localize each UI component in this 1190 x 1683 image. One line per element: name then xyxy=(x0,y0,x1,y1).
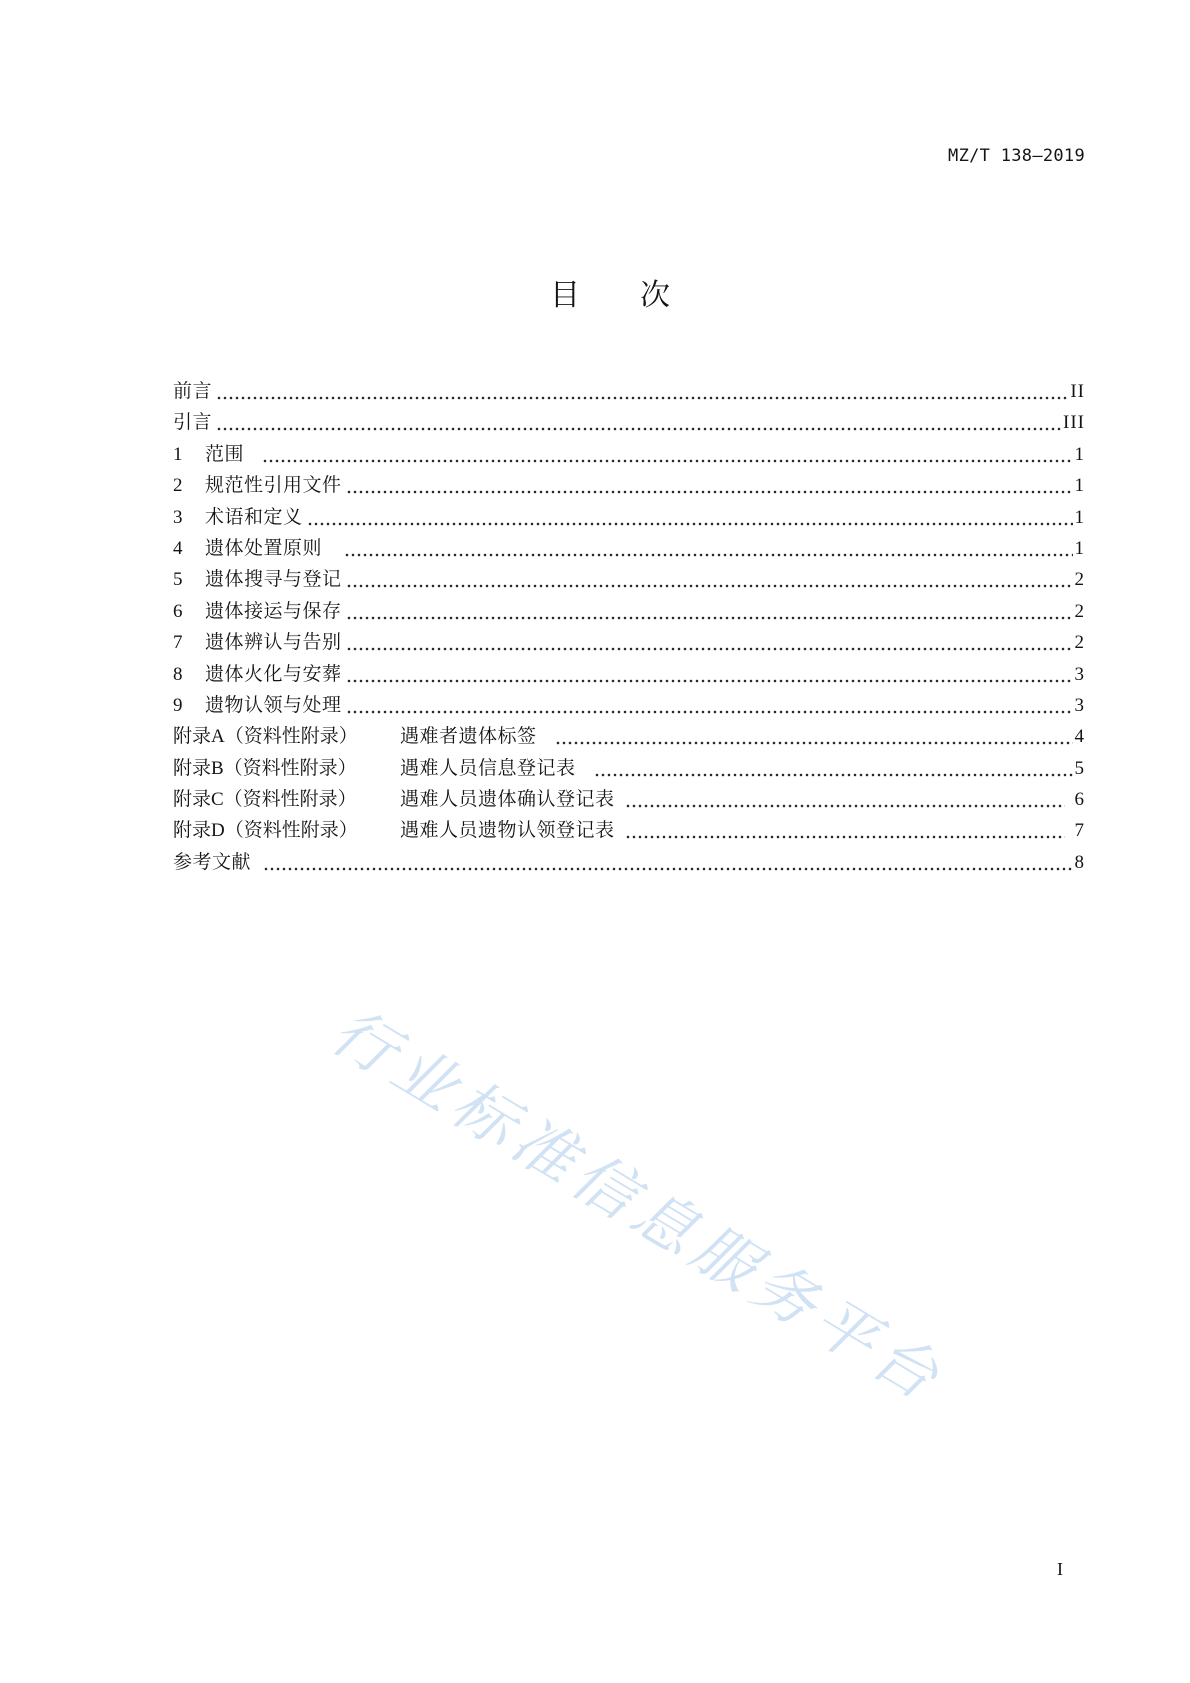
toc-entry-page: 1 xyxy=(1074,475,1085,497)
toc-appendix-label: 附录D（资料性附录） xyxy=(173,820,358,842)
toc-appendix-label: 附录A（资料性附录） xyxy=(173,726,358,748)
toc-entry-number: 9 xyxy=(173,694,183,716)
toc-entry-section-6[interactable] xyxy=(173,596,1085,627)
toc-entry-appendix-b[interactable] xyxy=(173,753,1085,784)
toc-entry-section-2[interactable] xyxy=(173,470,1085,501)
dot-leader xyxy=(625,815,1065,846)
dot-leader xyxy=(307,502,1073,533)
toc-entry-number: 8 xyxy=(173,663,183,685)
toc-entry-title: 遇难人员遗物认领登记表 xyxy=(400,820,615,842)
toc-entry-number: 5 xyxy=(173,569,183,591)
toc-entry-page: 7 xyxy=(1074,820,1085,842)
dot-leader xyxy=(594,753,1073,784)
dot-leader xyxy=(346,627,1073,658)
toc-entry-section-9[interactable] xyxy=(173,690,1085,721)
dot-leader xyxy=(346,659,1073,690)
toc-entry-page: 1 xyxy=(1074,506,1085,528)
dot-leader xyxy=(346,470,1073,501)
toc-entry-number: 6 xyxy=(173,600,183,622)
dot-leader xyxy=(346,596,1073,627)
toc-entry-title: 规范性引用文件 xyxy=(205,475,342,497)
toc-entry-foreword[interactable] xyxy=(173,376,1085,407)
dot-leader xyxy=(263,847,1072,878)
document-code: MZ/T 138—2019 xyxy=(948,146,1085,166)
toc-entry-page: 6 xyxy=(1074,789,1085,811)
watermark: 行业标准信息服务平台 xyxy=(319,994,958,1418)
toc-entry-section-4[interactable] xyxy=(173,533,1085,564)
toc-entry-page: 2 xyxy=(1074,600,1085,622)
dot-leader xyxy=(262,439,1072,470)
toc-entry-title: 遗物认领与处理 xyxy=(205,694,342,716)
toc-entry-section-7[interactable] xyxy=(173,627,1085,658)
toc-entry-bibliography[interactable] xyxy=(173,847,1085,878)
toc-entry-page: 5 xyxy=(1074,757,1085,779)
toc-entry-page: III xyxy=(1063,412,1085,434)
toc-entry-number: 1 xyxy=(173,443,183,465)
toc-entry-title: 遗体处置原则 xyxy=(205,537,323,559)
toc-entry-page: II xyxy=(1070,381,1085,402)
toc-entry-title: 参考文献 xyxy=(173,851,252,873)
dot-leader xyxy=(625,784,1065,815)
page-title: 目 次 xyxy=(550,278,670,313)
toc-entry-section-8[interactable] xyxy=(173,659,1085,690)
toc-entry-title: 前言 xyxy=(173,381,213,402)
toc-entry-number: 3 xyxy=(173,506,183,528)
toc-entry-page: 8 xyxy=(1074,851,1085,873)
toc-entry-section-3[interactable] xyxy=(173,502,1085,533)
toc-appendix-label: 附录B（资料性附录） xyxy=(173,757,357,779)
toc-entry-title: 术语和定义 xyxy=(205,506,303,528)
table-of-contents xyxy=(173,376,1085,878)
dot-leader xyxy=(555,721,1073,752)
toc-entry-title: 遇难人员信息登记表 xyxy=(400,757,576,779)
dot-leader xyxy=(216,376,1068,407)
toc-entry-number: 2 xyxy=(173,475,183,497)
toc-entry-title: 引言 xyxy=(173,412,213,434)
dot-leader xyxy=(346,564,1073,595)
toc-entry-number: 4 xyxy=(173,537,183,559)
page-number: I xyxy=(1057,1559,1063,1579)
toc-entry-title: 遇难人员遗体确认登记表 xyxy=(400,789,615,811)
toc-entry-title: 遗体搜寻与登记 xyxy=(205,569,342,591)
dot-leader xyxy=(346,690,1073,721)
toc-entry-section-1[interactable] xyxy=(173,439,1085,470)
toc-entry-section-5[interactable] xyxy=(173,564,1085,595)
toc-entry-number: 7 xyxy=(173,632,183,654)
dot-leader xyxy=(344,533,1072,564)
toc-entry-page: 3 xyxy=(1074,663,1085,685)
toc-entry-title: 范围 xyxy=(205,443,245,465)
toc-entry-page: 2 xyxy=(1074,632,1085,654)
toc-entry-introduction[interactable] xyxy=(173,407,1085,438)
toc-entry-page: 1 xyxy=(1074,537,1085,559)
toc-entry-appendix-d[interactable] xyxy=(173,815,1085,846)
toc-entry-page: 2 xyxy=(1074,569,1085,591)
toc-entry-title: 遇难者遗体标签 xyxy=(400,726,537,748)
toc-entry-page: 3 xyxy=(1074,694,1085,716)
toc-entry-title: 遗体辨认与告别 xyxy=(205,632,342,654)
toc-entry-page: 1 xyxy=(1074,443,1085,465)
toc-entry-title: 遗体火化与安葬 xyxy=(205,663,342,685)
toc-entry-appendix-c[interactable] xyxy=(173,784,1085,815)
toc-entry-title: 遗体接运与保存 xyxy=(205,600,342,622)
dot-leader xyxy=(216,407,1061,438)
toc-entry-appendix-a[interactable] xyxy=(173,721,1085,752)
toc-entry-page: 4 xyxy=(1074,726,1085,748)
toc-appendix-label: 附录C（资料性附录） xyxy=(173,789,357,811)
